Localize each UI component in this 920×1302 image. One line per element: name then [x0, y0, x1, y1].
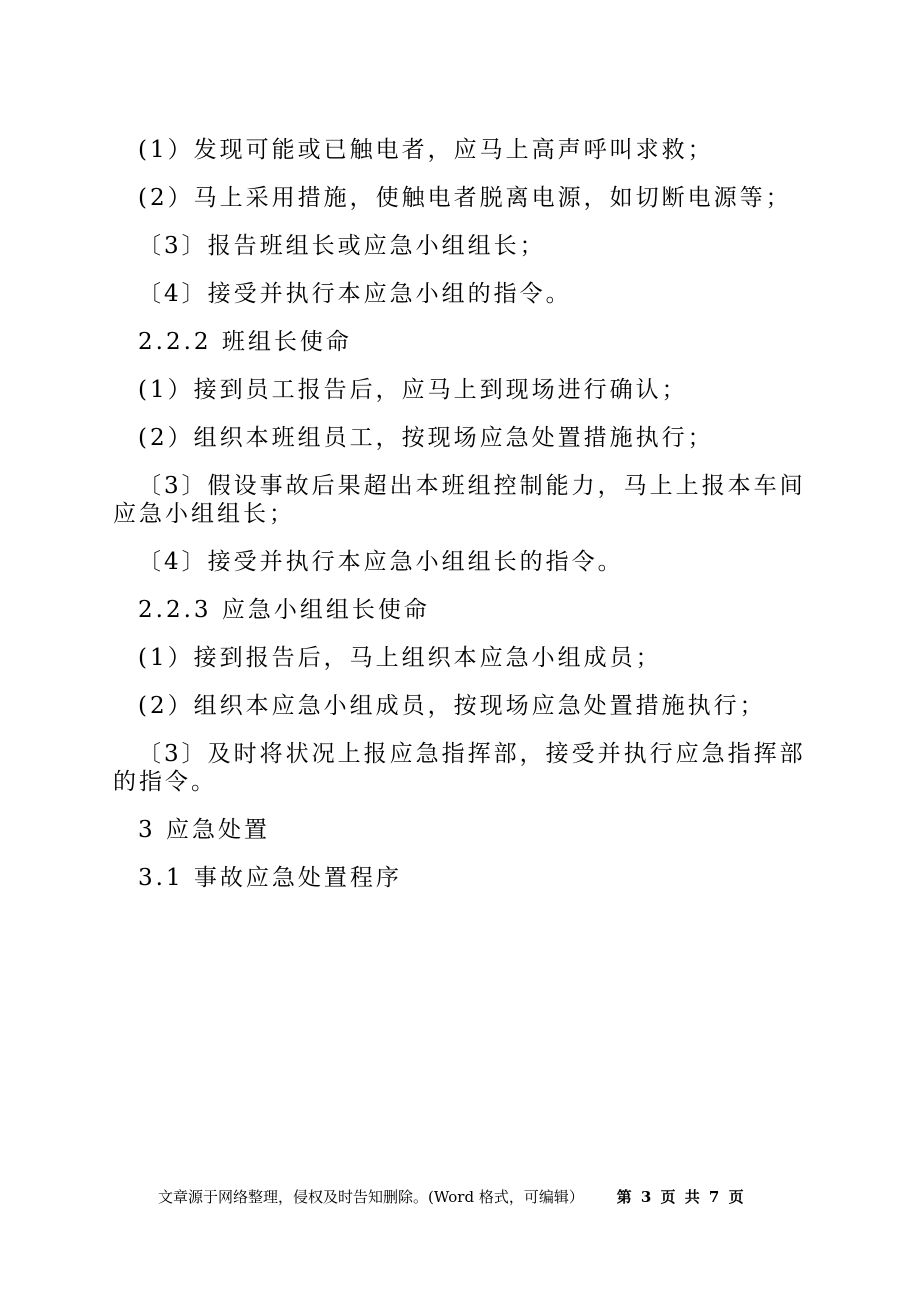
paragraph-line: (2）组织本应急小组成员，按现场应急处置措施执行； [138, 693, 766, 719]
section-heading: 3 应急处置 [138, 817, 270, 843]
paragraph-line: (1）接到员工报告后，应马上到现场进行确认； [138, 377, 688, 403]
document-body [113, 136, 813, 912]
paragraph-line: 〔3〕及时将状况上报应急指挥部，接受并执行应急指挥部的指令。 [113, 741, 806, 795]
paragraph-line: (1）发现可能或已触电者，应马上高声呼叫求救； [138, 137, 714, 163]
page-number: 第 3 页 共 7 页 [616, 1188, 746, 1206]
footer-source-note: 文章源于网络整理，侵权及时告知删除。(Word 格式，可编辑） [158, 1188, 584, 1206]
section-heading: 2.2.2 班组长使命 [138, 329, 352, 355]
paragraph-line: 〔4〕接受并执行本应急小组的指令。 [138, 281, 572, 307]
section-heading: 3.1 事故应急处置程序 [138, 865, 402, 891]
paragraph-line: (2）马上采用措施，使触电者脱离电源，如切断电源等； [138, 185, 792, 211]
paragraph-line: (1）接到报告后，马上组织本应急小组成员； [138, 645, 662, 671]
page-footer [158, 1187, 746, 1207]
section-heading: 2.2.3 应急小组组长使命 [138, 597, 430, 623]
paragraph-line: 〔3〕假设事故后果超出本班组控制能力，马上上报本车间应急小组组长； [113, 473, 806, 527]
paragraph-line: (2）组织本班组员工，按现场应急处置措施执行； [138, 425, 714, 451]
paragraph-line: 〔3〕报告班组长或应急小组组长； [138, 233, 546, 259]
paragraph-line: 〔4〕接受并执行本应急小组组长的指令。 [138, 549, 624, 575]
